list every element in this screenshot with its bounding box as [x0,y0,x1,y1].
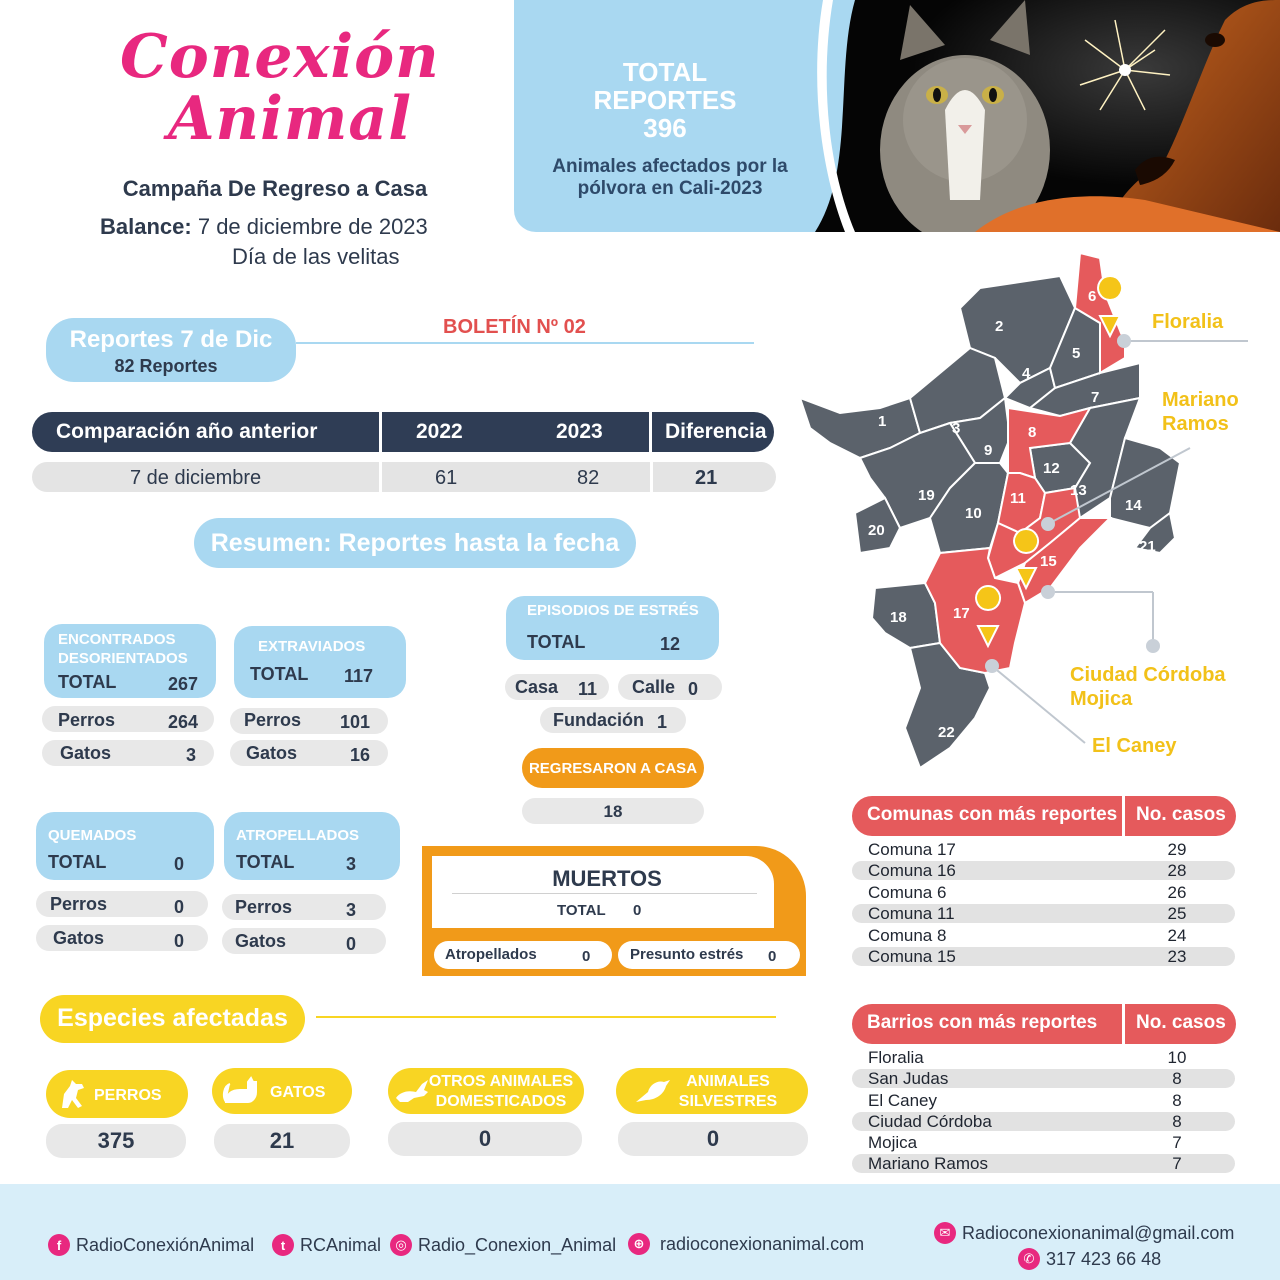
campaign-title: Campaña De Regreso a Casa [122,176,428,201]
species-wild-label [668,1072,788,1112]
found-title-line1: ENCONTRADOS [58,631,176,648]
divider [1122,796,1125,836]
twitter-link[interactable] [272,1234,381,1256]
stress-total: 12 [660,634,681,654]
comuna-label: 18 [890,609,907,626]
table-row [852,1133,1235,1152]
found-dogs-label: Perros [58,710,116,730]
table-row [852,1154,1235,1173]
instagram-icon: ◎ [390,1234,412,1256]
returned-title: REGRESARON A CASA [528,760,698,777]
barrio-name: Ciudad Córdoba [868,1112,992,1131]
lost-cats-label: Gatos [246,743,298,763]
lost-total-label: TOTAL [250,664,309,684]
barrio-cases: 10 [1167,1048,1187,1067]
runover-title: ATROPELLADOS [236,827,360,844]
barrios-col-name: Barrios con más reportes [867,1012,1098,1033]
species-domestic-label [426,1072,576,1112]
table-row [852,1069,1235,1088]
table-row [852,904,1235,923]
comparison-row-diff: 21 [695,467,718,489]
comuna-cases: 26 [1167,883,1187,902]
comparison-row-label: 7 de diciembre [130,467,262,489]
species-dogs-label: PERROS [94,1087,162,1104]
deaths-stress-label: Presunto estrés [630,946,744,963]
comuna-name: Comuna 11 [868,904,955,923]
stress-total-label: TOTAL [527,632,586,652]
day-reports-title: Reportes 7 de Dic [69,326,273,353]
comunas-col-name: Comunas con más reportes [867,804,1118,825]
divider [379,462,382,492]
burned-dogs-label: Perros [50,894,108,914]
comuna-cases: 23 [1167,947,1187,966]
barrio-name: El Caney [868,1091,937,1110]
runover-dogs: 3 [346,900,357,920]
map-label-mariano: Mariano [1162,389,1239,411]
comuna-label: 3 [952,420,961,437]
barrio-cases: 8 [1172,1069,1182,1088]
found-total: 267 [168,674,199,694]
stress-home: 11 [578,679,598,699]
found-cats-label: Gatos [60,743,112,763]
bulletin-divider [296,342,754,344]
comuna-label: 11 [1010,490,1026,507]
lost-title: EXTRAVIADOS [258,638,366,655]
lost-dogs: 101 [340,712,371,732]
deaths-total-label: TOTAL [557,902,606,919]
comunas-table-header [852,796,1236,836]
stress-street: 0 [688,679,699,699]
summary-title: Resumen: Reportes hasta la fecha [194,518,636,568]
total-value: 396 [643,113,687,143]
species-domestic-line2: DOMESTICADOS [435,1093,567,1110]
divider [650,462,653,492]
cat-icon [222,1072,260,1108]
burned-cats: 0 [174,931,185,951]
comuna-label: 5 [1072,345,1081,362]
comuna-label: 17 [953,605,970,622]
returned-value: 18 [603,802,623,821]
barrios-table-header [852,1004,1236,1044]
comuna-cases: 25 [1167,904,1187,923]
table-row [852,861,1235,880]
runover-cats: 0 [346,934,357,954]
comuna-label: 2 [995,318,1004,335]
comuna-label: 13 [1070,482,1087,499]
species-cats-label: GATOS [270,1084,326,1101]
deaths-stress: 0 [768,948,777,965]
comuna-label: 6 [1088,288,1097,305]
website-link[interactable] [628,1233,864,1255]
comuna-name: Comuna 16 [868,861,956,880]
barrio-name: Mariano Ramos [868,1154,988,1173]
stress-foundation-label: Fundación [553,710,644,730]
deaths-divider [452,893,757,894]
map-label-ramos: Ramos [1162,413,1229,435]
comuna-cases: 24 [1167,926,1187,945]
comuna-label: 20 [868,522,885,539]
total-line1: TOTAL [622,57,708,87]
species-divider [316,1016,776,1018]
runover-dogs-label: Perros [235,897,293,917]
brand-logo [120,22,440,154]
instagram-handle: Radio_Conexion_Animal [418,1234,617,1255]
total-subtitle: Animales afectados por la pólvora en Cali-2023 [552,156,788,199]
comuna-cases: 28 [1167,861,1187,880]
facebook-link[interactable] [48,1234,254,1256]
comuna-label: 10 [965,505,982,522]
burned-cats-label: Gatos [53,928,105,948]
email-link[interactable] [934,1222,1234,1244]
twitter-handle: RCAnimal [300,1234,382,1255]
species-wild-line2: SILVESTRES [678,1093,778,1110]
dog-icon [56,1076,92,1112]
comuna-label: 4 [1022,365,1031,382]
runover-cats-label: Gatos [235,931,287,951]
table-row [852,1091,1235,1110]
burned-total-label: TOTAL [48,852,107,872]
comuna-label: 7 [1091,389,1100,406]
divider [1122,1004,1125,1044]
barrio-cases: 7 [1172,1133,1182,1152]
species-domestic-line1: OTROS ANIMALES [428,1073,574,1090]
occasion: Día de las velitas [232,244,400,269]
facebook-handle: RadioConexiónAnimal [76,1234,255,1255]
phone-link[interactable] [1018,1248,1161,1270]
table-row [852,1048,1235,1067]
comunas-col-cases: No. casos [1136,804,1226,825]
total-line2: REPORTES [593,85,737,115]
bulletin-number: BOLETÍN Nº 02 [443,316,586,338]
phone-number: 317 423 66 48 [1046,1248,1162,1269]
comuna-name: Comuna 8 [868,926,947,945]
balance-date: 7 de diciembre de 2023 [197,214,428,239]
email-address: Radioconexionanimal@gmail.com [962,1222,1235,1243]
barrio-name: Floralia [868,1048,924,1067]
barrios-col-cases: No. casos [1136,1012,1226,1033]
comparison-col-diff: Diferencia [665,420,767,443]
total-reports [540,58,790,142]
comuna-label: 12 [1043,460,1060,477]
stress-street-label: Calle [632,677,676,697]
comuna-label: 21 [1139,538,1156,555]
deaths-runover-label: Atropellados [445,946,537,963]
found-cats: 3 [186,745,197,765]
phone-icon: ✆ [1018,1248,1040,1270]
species-wild-value: 0 [618,1122,808,1156]
comparison-col-2022: 2022 [416,420,463,443]
balance-label: Balance: [100,214,192,239]
comuna-label: 22 [938,724,955,741]
map-label-floralia: Floralia [1152,311,1224,333]
comuna-label: 14 [1125,497,1142,514]
comuna-name: Comuna 15 [868,947,956,966]
globe-icon: ⊕ [628,1233,650,1255]
table-row [852,926,1235,945]
species-cats-value: 21 [214,1124,350,1158]
runover-total: 3 [346,854,357,874]
brand-line2: Animal [167,84,413,154]
comparison-col-label: Comparación año anterior [56,420,318,443]
day-reports-count: 82 Reportes [114,356,218,376]
runover-total-label: TOTAL [236,852,295,872]
divider [379,412,382,452]
comuna-name: Comuna 6 [868,883,947,902]
barrio-cases: 8 [1172,1112,1182,1131]
lost-cats: 16 [350,745,371,765]
facebook-icon: f [48,1234,70,1256]
comuna-label: 9 [984,442,993,459]
rabbit-icon [394,1074,430,1108]
balance-line [100,214,428,240]
website-url: radioconexionanimal.com [660,1233,865,1254]
comparison-row-2022: 61 [435,467,458,489]
bird-icon [632,1074,672,1108]
comuna-label: 15 [1040,553,1057,570]
barrio-name: Mojica [868,1133,918,1152]
map-label-mojica: Mojica [1070,688,1133,710]
species-title: Especies afectadas [57,1004,288,1032]
lost-total: 117 [344,666,374,686]
stress-home-label: Casa [515,677,559,697]
comuna-name: Comuna 17 [868,840,956,859]
comuna-label: 19 [918,487,935,504]
comuna-label: 8 [1028,424,1037,441]
comparison-header [32,412,774,452]
comuna-label: 1 [878,413,887,430]
species-domestic-value: 0 [388,1122,582,1156]
found-total-label: TOTAL [58,672,117,692]
barrio-name: San Judas [868,1069,949,1088]
comuna-cases: 29 [1167,840,1187,859]
burned-title: QUEMADOS [48,827,137,844]
table-row [852,1112,1235,1131]
comparison-col-2023: 2023 [556,420,603,443]
found-title [58,630,188,668]
comparison-row-2023: 82 [577,467,600,489]
stress-foundation: 1 [657,712,668,732]
brand-line1: Conexión [120,22,440,92]
lost-dogs-label: Perros [244,710,302,730]
twitter-icon: t [272,1234,294,1256]
comparison-row [32,462,776,492]
found-dogs: 264 [168,712,199,732]
deaths-runover: 0 [582,948,591,965]
mail-icon: ✉ [934,1222,956,1244]
species-wild-line1: ANIMALES [686,1073,770,1090]
burned-dogs: 0 [174,897,185,917]
table-row [852,883,1235,902]
instagram-link[interactable] [390,1234,616,1256]
map-label-ciudad-cordoba: Ciudad Córdoba [1070,664,1226,686]
species-dogs-value: 375 [46,1124,186,1158]
found-title-line2: DESORIENTADOS [58,650,188,667]
burned-total: 0 [174,854,185,874]
barrio-cases: 8 [1172,1091,1182,1110]
map-label-el-caney: El Caney [1092,735,1177,757]
stress-title: EPISODIOS DE ESTRÉS [527,602,699,619]
table-row [852,840,1235,859]
deaths-title: MUERTOS [552,866,662,891]
table-row [852,947,1235,966]
cat-dog-photo [815,0,1280,232]
barrio-cases: 7 [1172,1154,1182,1173]
deaths-total: 0 [633,902,642,919]
divider [649,412,652,452]
